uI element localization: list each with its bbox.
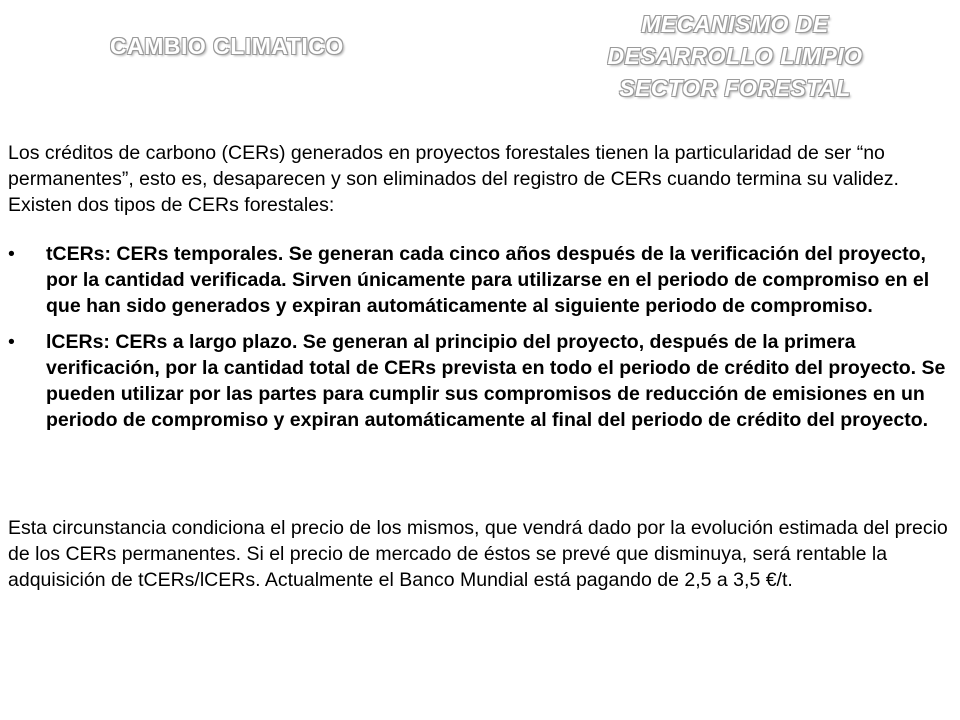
- list-item-tcers: [8, 241, 948, 319]
- cer-types-list: [8, 241, 948, 443]
- heading-line-2: DESARROLLO LIMPIO: [607, 43, 863, 69]
- bullet-marker: •: [8, 331, 15, 353]
- list-item-lcers: [8, 329, 948, 433]
- bullet-marker: •: [8, 243, 15, 265]
- closing-paragraph: Esta circunstancia condiciona el precio de los mismos, que vendrá dado por la evolución estimada del precio de los CERs permanentes. Si el precio de mercado de éstos se prevé que disminuya, será rentable la adquisición de tCERs/lCERs. Actualmente el Banco Mundial está pagando de 2,5 a 3,5 €/t.: [8, 517, 948, 591]
- bullet-text-lcers: lCERs: CERs a largo plazo. Se generan al principio del proyecto, después de la primera verificación, por la cantidad total de CERs prevista en todo el periodo de crédito del proyecto. Se pueden utilizar por las partes para cumplir sus compromisos de reducción de emisiones en un periodo de compromiso y expiran automáticamente al final del periodo de crédito del proyecto.: [46, 331, 946, 431]
- heading-cambio-climatico: CAMBIO CLIMATICO: [110, 33, 344, 59]
- intro-paragraph: Los créditos de carbono (CERs) generados en proyectos forestales tienen la particularidad de ser “no permanentes”, esto es, desaparecen y son eliminados del registro de CERs cuando termina su validez. Existen dos tipos de CERs forestales:: [8, 142, 899, 216]
- heading-line-1: MECANISMO DE: [641, 11, 829, 37]
- heading-mecanismo-desarrollo-limpio: [585, 8, 885, 104]
- bullet-text-tcers: tCERs: CERs temporales. Se generan cada cinco años después de la verificación del proyecto, por la cantidad verificada. Sirven únicamente para utilizarse en el periodo de compromiso en el que han sido generados y expiran automáticamente al siguiente periodo de compromiso.: [46, 243, 930, 317]
- heading-line-3: SECTOR FORESTAL: [619, 75, 851, 101]
